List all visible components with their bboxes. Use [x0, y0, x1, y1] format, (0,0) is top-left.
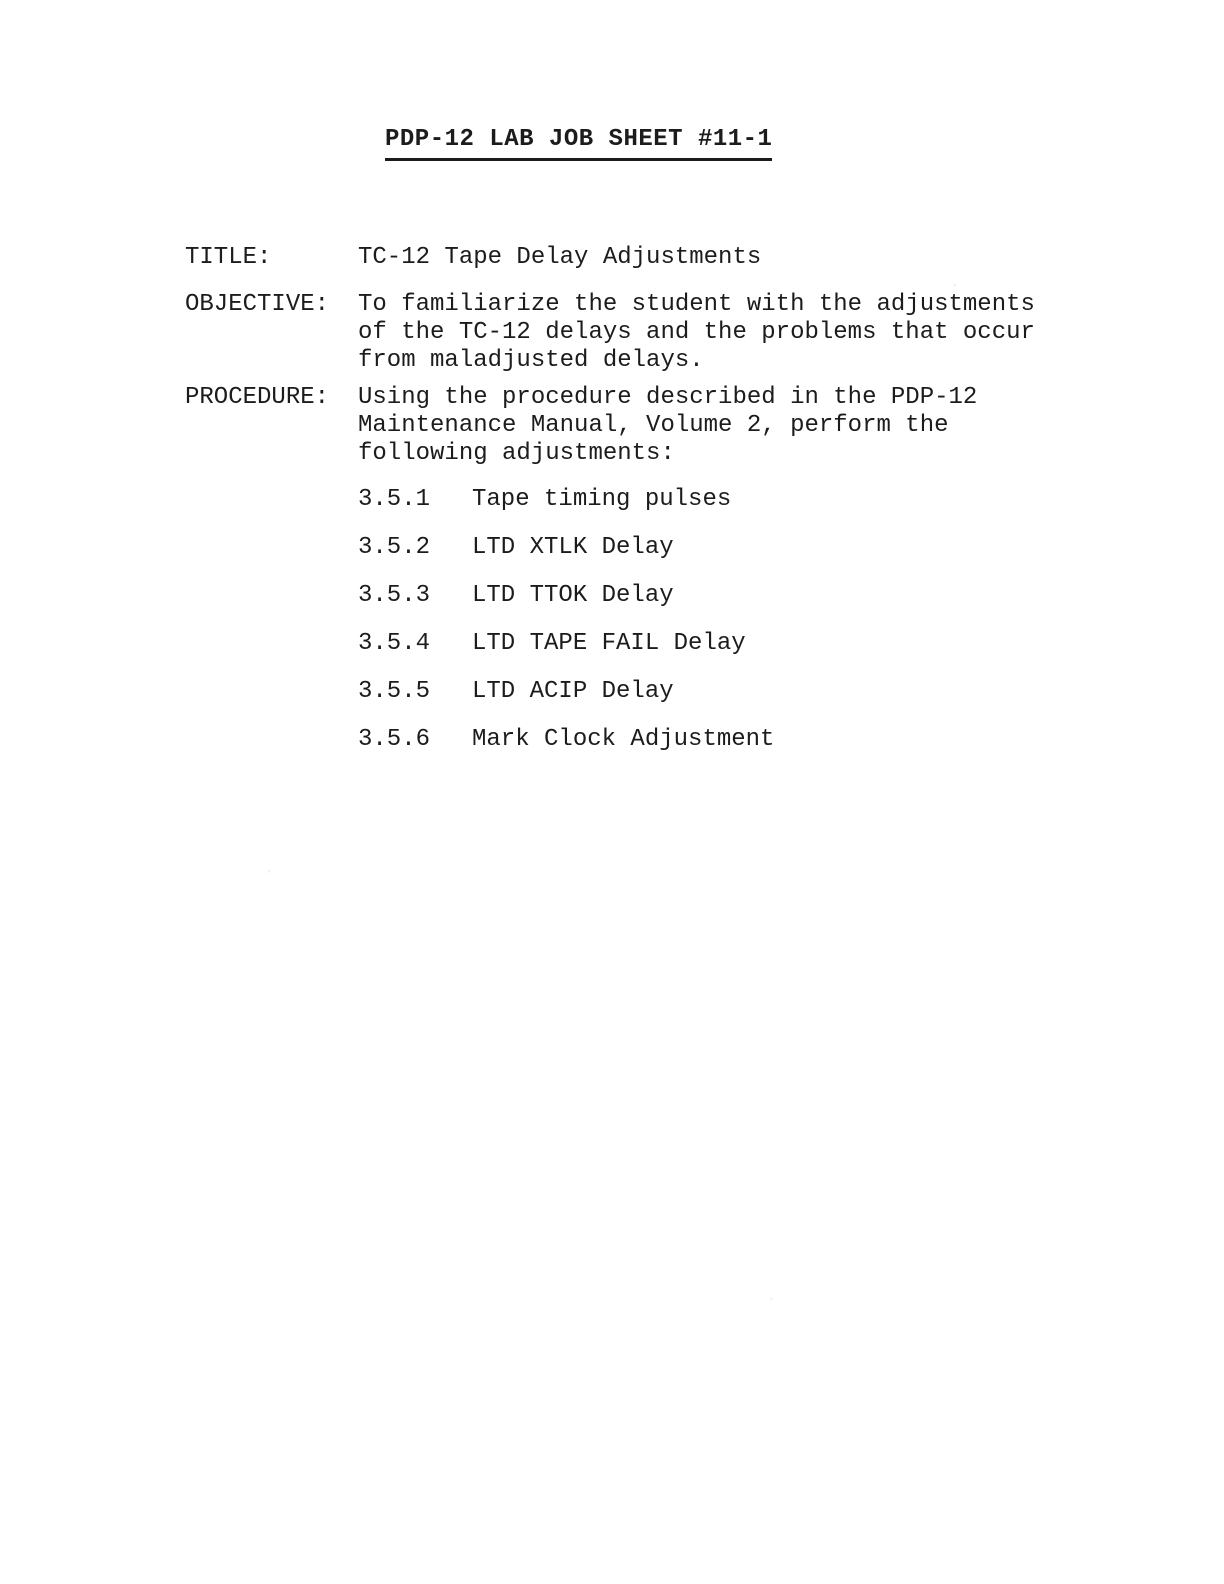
section-title — [185, 244, 1085, 272]
procedure-line: Using the procedure described in the PDP-12 — [358, 384, 978, 411]
section-content-procedure — [358, 384, 1085, 468]
section-label-objective: OBJECTIVE: — [185, 291, 330, 318]
procedure-line: following adjustments: — [358, 440, 675, 467]
objective-line: To familiarize the student with the adjustments — [358, 291, 1035, 318]
section-content-objective — [358, 291, 1085, 375]
title-text: TC-12 Tape Delay Adjustments — [358, 244, 762, 271]
list-item — [358, 630, 1085, 658]
objective-line: of the TC-12 delays and the problems that occur — [358, 319, 1035, 346]
list-item — [358, 726, 1085, 754]
adjustment-label: LTD TTOK Delay — [472, 582, 674, 609]
procedure-line: Maintenance Manual, Volume 2, perform the — [358, 412, 949, 439]
page-title: PDP-12 LAB JOB SHEET #11-1 — [385, 126, 772, 161]
adjustment-list — [358, 486, 1085, 754]
list-item — [358, 678, 1085, 706]
adjustment-label: LTD XTLK Delay — [472, 534, 674, 561]
list-item — [358, 582, 1085, 610]
section-content-title — [358, 244, 1085, 272]
objective-line: from maladjusted delays. — [358, 347, 704, 374]
section-label-procedure: PROCEDURE: — [185, 384, 330, 411]
document-body — [185, 244, 1085, 774]
adjustment-label: LTD TAPE FAIL Delay — [472, 630, 746, 657]
adjustment-number: 3.5.5 — [358, 678, 431, 705]
adjustment-number: 3.5.4 — [358, 630, 431, 657]
list-item — [358, 486, 1085, 514]
section-procedure — [185, 384, 1085, 468]
adjustment-label: Mark Clock Adjustment — [472, 726, 775, 753]
adjustment-label: Tape timing pulses — [472, 486, 732, 513]
adjustment-number: 3.5.1 — [358, 486, 431, 513]
adjustment-number: 3.5.2 — [358, 534, 431, 561]
adjustment-number: 3.5.3 — [358, 582, 431, 609]
section-objective — [185, 291, 1085, 375]
section-label-title: TITLE: — [185, 244, 272, 271]
list-item — [358, 534, 1085, 562]
adjustment-number: 3.5.6 — [358, 726, 431, 753]
adjustment-label: LTD ACIP Delay — [472, 678, 674, 705]
